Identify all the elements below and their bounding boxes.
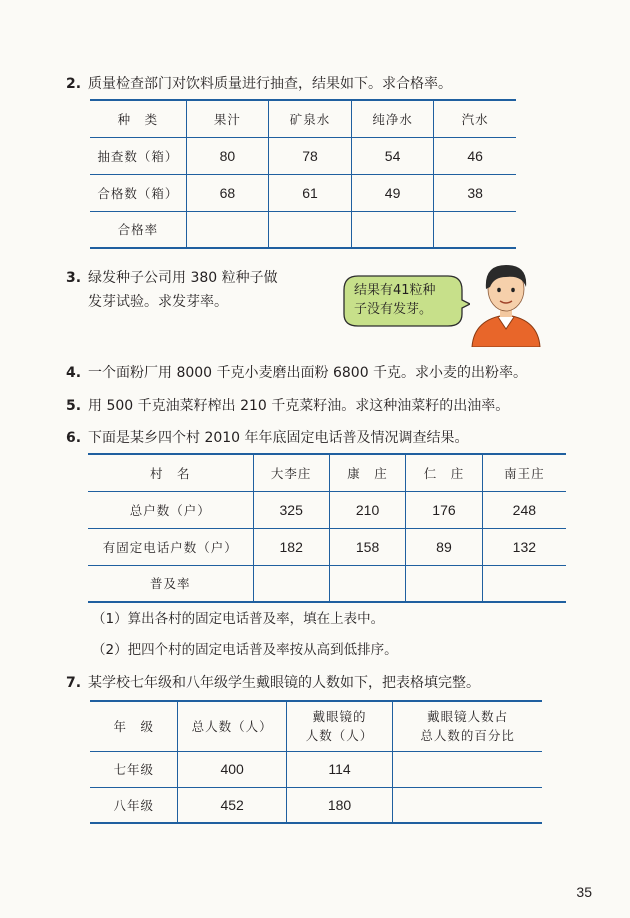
table-header-row xyxy=(90,100,516,137)
table-row xyxy=(90,751,542,787)
table-cell: 248 xyxy=(482,491,566,528)
question-text: 一个面粉厂用 8000 千克小麦磨出面粉 6800 千克。求小麦的出粉率。 xyxy=(88,365,528,381)
row-label: 有固定电话户数（户） xyxy=(88,528,253,565)
sub-question-1: （1）算出各村的固定电话普及率，填在上表中。 xyxy=(92,611,385,627)
boy-illustration-icon xyxy=(466,255,546,347)
bubble-line: 结果有41粒种 xyxy=(354,283,436,298)
table-row xyxy=(90,137,516,174)
page-number: 35 xyxy=(576,884,592,900)
header-line: 总人数的百分比 xyxy=(420,728,515,744)
answer-cell[interactable] xyxy=(269,211,352,248)
table-row xyxy=(88,528,566,565)
row-label: 合格数（箱） xyxy=(90,174,186,211)
header-line: 戴眼镜的 xyxy=(312,709,367,725)
row-label: 合格率 xyxy=(117,222,159,238)
table-cell: 180 xyxy=(286,787,392,823)
answer-cell[interactable] xyxy=(393,751,542,787)
table-cell: 54 xyxy=(351,137,434,174)
question-number: 4. xyxy=(66,365,82,381)
table-cell: 49 xyxy=(351,174,434,211)
table-cell: 158 xyxy=(329,528,405,565)
table-cell: 38 xyxy=(434,174,516,211)
table-cell: 61 xyxy=(269,174,352,211)
answer-cell[interactable] xyxy=(393,787,542,823)
table-cell: 182 xyxy=(253,528,329,565)
answer-cell[interactable] xyxy=(434,211,516,248)
bubble-text xyxy=(354,281,436,319)
table-row xyxy=(88,491,566,528)
header-cell: 矿泉水 xyxy=(269,100,352,137)
table-header-row xyxy=(88,454,566,491)
answer-cell[interactable] xyxy=(329,565,405,602)
question-number: 7. xyxy=(66,675,82,691)
answer-cell[interactable] xyxy=(351,211,434,248)
header-cell: 大李庄 xyxy=(253,454,329,491)
row-label: 七年级 xyxy=(90,751,178,787)
header-cell: 村 名 xyxy=(88,454,253,491)
question-text-line1: 绿发种子公司用 380 粒种子做 xyxy=(88,270,278,286)
question-text: 下面是某乡四个村 2010 年年底固定电话普及情况调查结果。 xyxy=(88,430,469,446)
question-6 xyxy=(66,428,469,448)
header-cell: 康 庄 xyxy=(329,454,405,491)
header-cell: 纯净水 xyxy=(351,100,434,137)
header-cell: 果汁 xyxy=(186,100,269,137)
table-cell: 68 xyxy=(186,174,269,211)
table-cell: 132 xyxy=(482,528,566,565)
header-cell: 南王庄 xyxy=(482,454,566,491)
question-text: 用 500 千克油菜籽榨出 210 千克菜籽油。求这种油菜籽的出油率。 xyxy=(88,398,510,414)
table-header-row xyxy=(90,701,542,751)
question-text: 某学校七年级和八年级学生戴眼镜的人数如下，把表格填完整。 xyxy=(88,675,480,691)
question-number: 6. xyxy=(66,430,82,446)
table-cell: 114 xyxy=(286,751,392,787)
beverage-table xyxy=(90,99,516,249)
row-label: 普及率 xyxy=(149,576,191,592)
question-4 xyxy=(66,363,527,383)
answer-cell[interactable] xyxy=(186,211,269,248)
table-row xyxy=(90,211,516,248)
table-cell: 210 xyxy=(329,491,405,528)
answer-cell[interactable] xyxy=(406,565,482,602)
table-row xyxy=(90,787,542,823)
row-label: 总户数（户） xyxy=(88,491,253,528)
table-row xyxy=(90,174,516,211)
header-line: 人数（人） xyxy=(305,728,374,744)
table-cell: 176 xyxy=(406,491,482,528)
header-cell: 年 级 xyxy=(90,701,178,751)
table-cell: 89 xyxy=(406,528,482,565)
table-cell: 78 xyxy=(269,137,352,174)
question-5 xyxy=(66,396,509,416)
table-cell: 80 xyxy=(186,137,269,174)
question-number: 3. xyxy=(66,270,82,286)
question-text: 质量检查部门对饮料质量进行抽查，结果如下。求合格率。 xyxy=(88,76,452,92)
header-cell xyxy=(393,701,542,751)
header-cell: 总人数（人） xyxy=(178,701,286,751)
sub-question-2: （2）把四个村的固定电话普及率按从高到低排序。 xyxy=(92,642,398,658)
speech-bubble xyxy=(340,270,470,330)
answer-cell[interactable] xyxy=(253,565,329,602)
header-cell xyxy=(286,701,392,751)
telephone-table xyxy=(88,453,566,603)
row-label: 抽查数（箱） xyxy=(90,137,186,174)
header-cell: 种 类 xyxy=(90,100,186,137)
question-7 xyxy=(66,673,480,693)
question-3 xyxy=(66,268,278,288)
question-number: 5. xyxy=(66,398,82,414)
table-cell: 46 xyxy=(434,137,516,174)
bubble-line: 子没有发芽。 xyxy=(354,302,433,317)
header-line: 戴眼镜人数占 xyxy=(427,709,509,725)
table-cell: 452 xyxy=(178,787,286,823)
question-2 xyxy=(66,74,452,94)
header-cell: 仁 庄 xyxy=(406,454,482,491)
header-cell: 汽水 xyxy=(434,100,516,137)
question-3-line2: 发芽试验。求发芽率。 xyxy=(88,294,228,310)
table-cell: 400 xyxy=(178,751,286,787)
table-cell: 325 xyxy=(253,491,329,528)
table-row xyxy=(88,565,566,602)
glasses-table xyxy=(90,700,542,824)
question-number: 2. xyxy=(66,76,82,92)
answer-cell[interactable] xyxy=(482,565,566,602)
row-label: 八年级 xyxy=(113,797,154,813)
